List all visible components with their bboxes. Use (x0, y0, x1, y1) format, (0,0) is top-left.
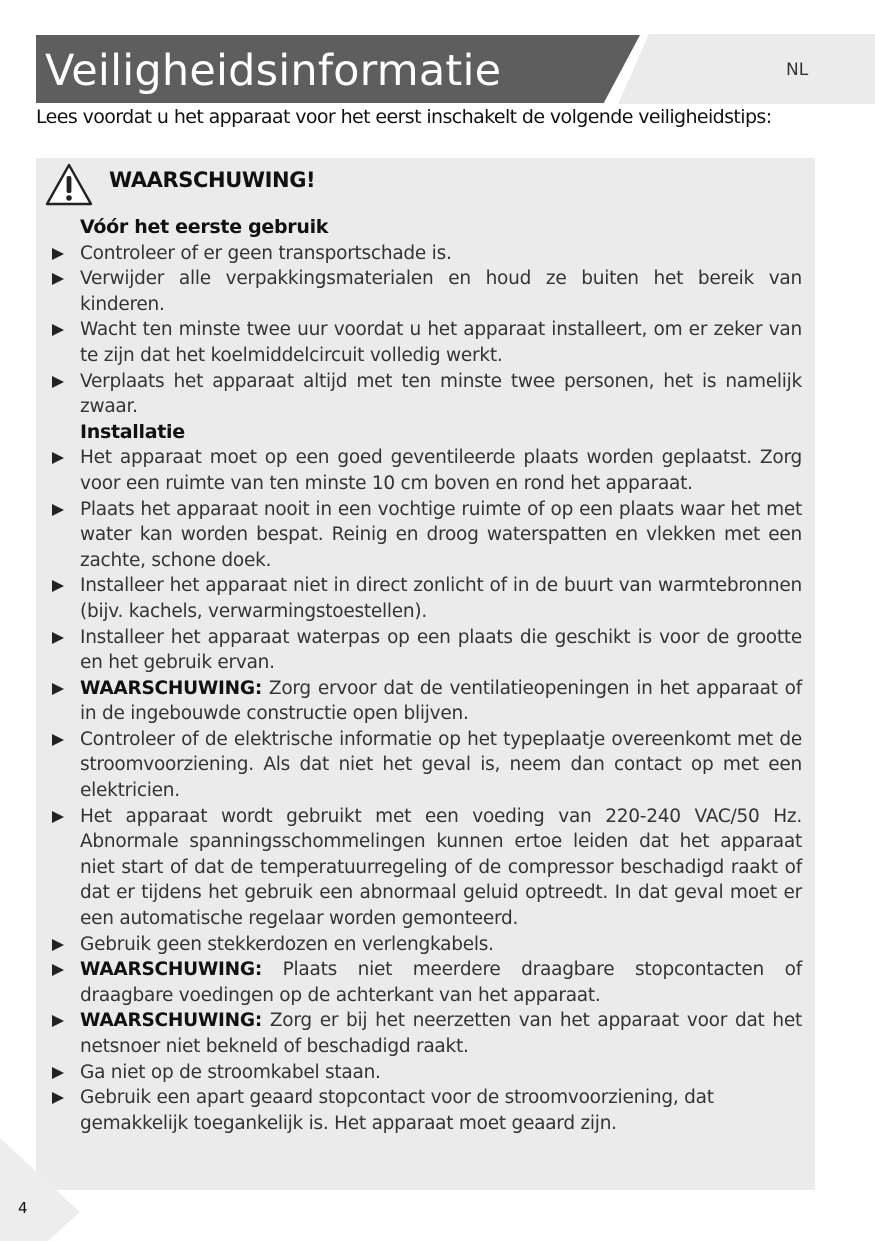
list-item: Verplaats het apparaat altijd met ten minste twee personen, het is namelijk zwaar. (44, 369, 802, 420)
list-item: Installeer het apparaat waterpas op een plaats die geschikt is voor de grootte en het gebruik ervan. (44, 625, 802, 676)
section-title: Installatie (80, 420, 185, 443)
language-code: NL (786, 60, 809, 80)
list-item: WAARSCHUWING: Plaats niet meerdere draagbare stopcontacten of draagbare voedingen op de achterkant van het apparaat. (44, 957, 802, 1008)
warning-title: WAARSCHUWING! (109, 168, 316, 192)
list-item: Controleer of de elektrische informatie op het typeplaatje overeenkomt met de stroomvoorziening. Als dat niet het geval is, neem dan contact op met een elektricien. (44, 727, 802, 804)
intro-text: Lees voordat u het apparaat voor het eerst inschakelt de volgende veiligheidstips: (36, 106, 772, 128)
list-item: Het apparaat moet op een goed geventileerde plaats worden geplaatst. Zorg voor een ruimte van ten minste 10 cm boven en rond het apparaat. (44, 445, 802, 496)
section-before-first-use (44, 215, 802, 420)
list-item: Controleer of er geen transportschade is. (44, 241, 802, 267)
list-item: Gebruik een apart geaard stopcontact voor de stroomvoorziening, dat gemakkelijk toegankelijk is. Het apparaat moet geaard zijn. (44, 1085, 802, 1136)
page-title: Veiligheidsinformatie (45, 46, 502, 96)
list-item: Gebruik geen stekkerdozen en verlengkabels. (44, 932, 802, 958)
safety-content (44, 215, 802, 1136)
bullet-list (44, 241, 802, 420)
warning-keyword: WAARSCHUWING: (80, 1010, 262, 1032)
section-installation (44, 420, 802, 1137)
page-number: 4 (18, 1199, 28, 1217)
list-item: Verwijder alle verpakkingsmaterialen en houd ze buiten het bereik van kinderen. (44, 266, 802, 317)
warning-triangle-icon (44, 162, 94, 208)
list-item: Het apparaat wordt gebruikt met een voeding van 220-240 VAC/50 Hz. Abnormale spanningsschommelingen kunnen ertoe leiden dat het apparaat niet start of dat de temperatuurregeling of de compressor beschadigd raakt of dat er tijdens het gebruik een abnormaal geluid optreedt. In dat geval moet er een automatische regelaar worden gemonteerd. (44, 804, 802, 932)
header-background (618, 34, 875, 104)
bullet-list (44, 445, 802, 1136)
list-item: Installeer het apparaat niet in direct zonlicht of in de buurt van warmtebronnen (bijv. kachels, verwarmingstoestellen). (44, 573, 802, 624)
list-item: Wacht ten minste twee uur voordat u het apparaat installeert, om er zeker van te zijn dat het koelmiddelcircuit volledig werkt. (44, 317, 802, 368)
warning-keyword: WAARSCHUWING: (80, 677, 262, 699)
list-item: WAARSCHUWING: Zorg er bij het neerzetten van het apparaat voor dat het netsnoer niet bekneld of beschadigd raakt. (44, 1008, 802, 1059)
list-item: Plaats het apparaat nooit in een vochtige ruimte of op een plaats waar het met water kan worden bespat. Reinig en droog waterspatten en vlekken met een zachte, schone doek. (44, 497, 802, 574)
section-title: Vóór het eerste gebruik (80, 216, 329, 238)
list-item: WAARSCHUWING: Zorg ervoor dat de ventilatieopeningen in het apparaat of in de ingebouwde constructie open blijven. (44, 676, 802, 727)
warning-keyword: WAARSCHUWING: (80, 959, 262, 981)
list-item: Ga niet op de stroomkabel staan. (44, 1060, 802, 1086)
